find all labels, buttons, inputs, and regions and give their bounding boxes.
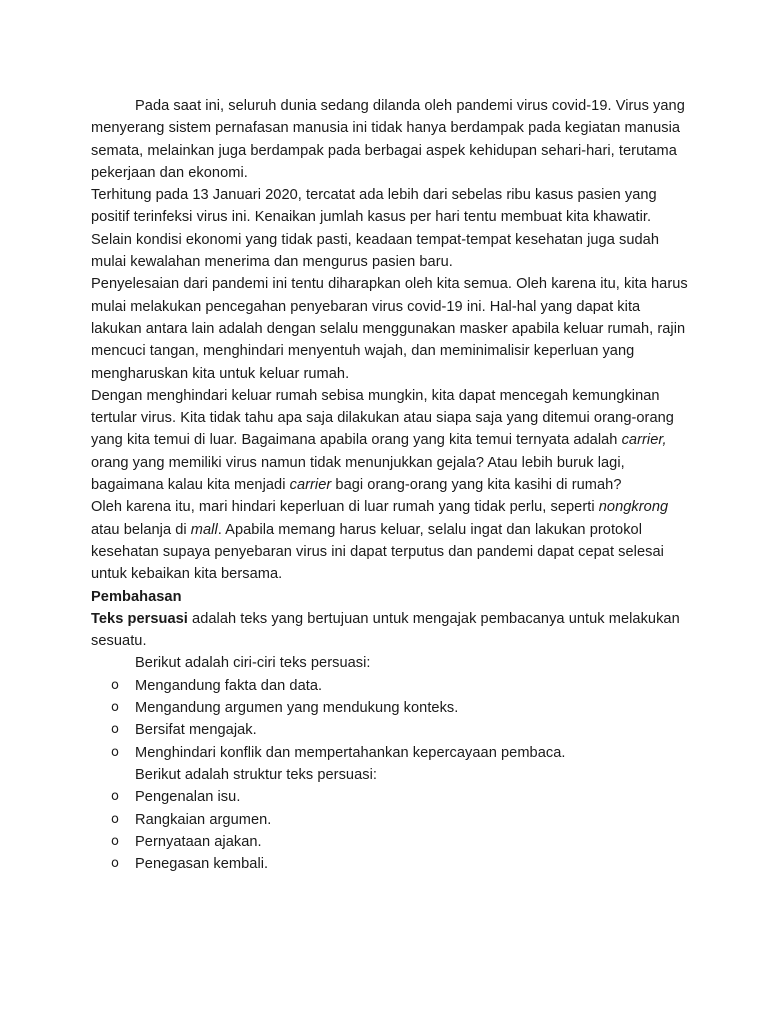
paragraph-definition: [91, 608, 691, 653]
bullet-circle-icon: o: [111, 811, 120, 827]
bullet-circle-icon: o: [111, 677, 120, 693]
paragraph-conclusion-text-1: Oleh karena itu, mari hindari keperluan di luar rumah yang tidak perlu, seperti: [91, 499, 599, 516]
paragraph-conclusion-italic-2: mall: [190, 521, 218, 538]
list-item-text: Mengandung fakta dan data.: [135, 677, 323, 694]
paragraph-carrier-text-3: bagi orang-orang yang kita kasihi di rumah?: [331, 477, 622, 494]
paragraph-carrier: [91, 385, 691, 496]
paragraph-carrier-italic-1: carrier,: [621, 432, 667, 449]
paragraph-conclusion-text-2: atau belanja di: [91, 521, 191, 538]
list-item-text: Pernyataan ajakan.: [135, 833, 262, 850]
list-item-text: Rangkaian argumen.: [135, 811, 272, 828]
ciri-list: [91, 675, 691, 764]
paragraph-intro: Pada saat ini, seluruh dunia sedang dilanda oleh pandemi virus covid-19. Virus yang menyerang sistem pernafasan manusia ini tidak hanya berdampak pada kegiatan manusia semata, melainkan juga berdampak pada berbagai aspek kehidupan sehari-hari, terutama pekerjaan dan ekonomi.: [91, 98, 685, 181]
paragraph-case-count: Terhitung pada 13 Januari 2020, tercatat ada lebih dari sebelas ribu kasus pasien yang positif terinfeksi virus ini. Kenaikan jumlah kasus per hari tentu membuat kita khawatir. Selain kondisi ekonomi yang tidak pasti, keadaan tempat-tempat kesehatan juga sudah mulai kewalahan menerima dan mengurus pasien baru.: [91, 187, 659, 271]
list-item: [91, 742, 691, 764]
ciri-list-intro: Berikut adalah ciri-ciri teks persuasi:: [135, 655, 371, 672]
paragraph-prevention: Penyelesaian dari pandemi ini tentu diharapkan oleh kita semua. Oleh karena itu, kita harus mulai melakukan pencegahan penyebaran virus covid-19 ini. Hal-hal yang dapat kita lakukan antara lain adalah dengan selalu menggunakan masker apabila keluar rumah, rajin mencuci tangan, menghindari menyentuh wajah, dan meminimalisir keperluan yang mengharuskan kita untuk keluar rumah.: [91, 276, 688, 382]
list-item: [91, 697, 691, 719]
bullet-circle-icon: o: [111, 856, 120, 872]
bullet-circle-icon: o: [111, 789, 120, 805]
bullet-circle-icon: o: [111, 744, 120, 760]
paragraph-carrier-italic-2: carrier: [289, 477, 332, 494]
list-item: [91, 809, 691, 831]
bullet-circle-icon: o: [111, 833, 120, 849]
paragraph-conclusion: [91, 496, 691, 585]
list-item-text: Mengandung argumen yang mendukung konteks.: [135, 700, 459, 717]
list-item: [91, 675, 691, 697]
list-item-text: Menghindari konflik dan mempertahankan kepercayaan pembaca.: [135, 744, 566, 761]
struktur-list-intro: Berikut adalah struktur teks persuasi:: [135, 766, 377, 783]
list-item-text: Penegasan kembali.: [135, 856, 269, 873]
definition-term: Teks persuasi: [91, 610, 188, 627]
bullet-circle-icon: o: [111, 700, 120, 716]
list-item: [91, 719, 691, 741]
paragraph-conclusion-italic-1: nongkrong: [598, 499, 669, 516]
bullet-circle-icon: o: [111, 722, 120, 738]
list-item: [91, 831, 691, 853]
list-item-text: Pengenalan isu.: [135, 789, 241, 806]
list-item: [91, 786, 691, 808]
section-heading-pembahasan: Pembahasan: [91, 588, 182, 605]
paragraph-carrier-text-2: orang yang memiliki virus namun tidak menunjukkan gejala? Atau lebih buruk lagi, bagaimana kalau kita menjadi: [91, 454, 625, 494]
paragraph-carrier-text-1: Dengan menghindari keluar rumah sebisa mungkin, kita dapat mencegah kemungkinan tertular virus. Kita tidak tahu apa saja dilakukan atau siapa saja yang ditemui orang-orang yang kita temui di luar. Bagaimana apabila orang yang kita temui ternyata adalah: [91, 387, 674, 449]
struktur-list: [91, 786, 691, 875]
paragraph-conclusion-text-3: . Apabila memang harus keluar, selalu ingat dan lakukan protokol kesehatan supaya penyebaran virus ini dapat terputus dan pandemi dapat cepat selesai untuk kebaikan kita bersama.: [91, 521, 664, 583]
list-item: [91, 853, 691, 875]
definition-text: adalah teks yang bertujuan untuk mengajak pembacanya untuk melakukan sesuatu.: [91, 610, 680, 650]
list-item-text: Bersifat mengajak.: [135, 722, 257, 739]
document-page: [91, 95, 691, 875]
